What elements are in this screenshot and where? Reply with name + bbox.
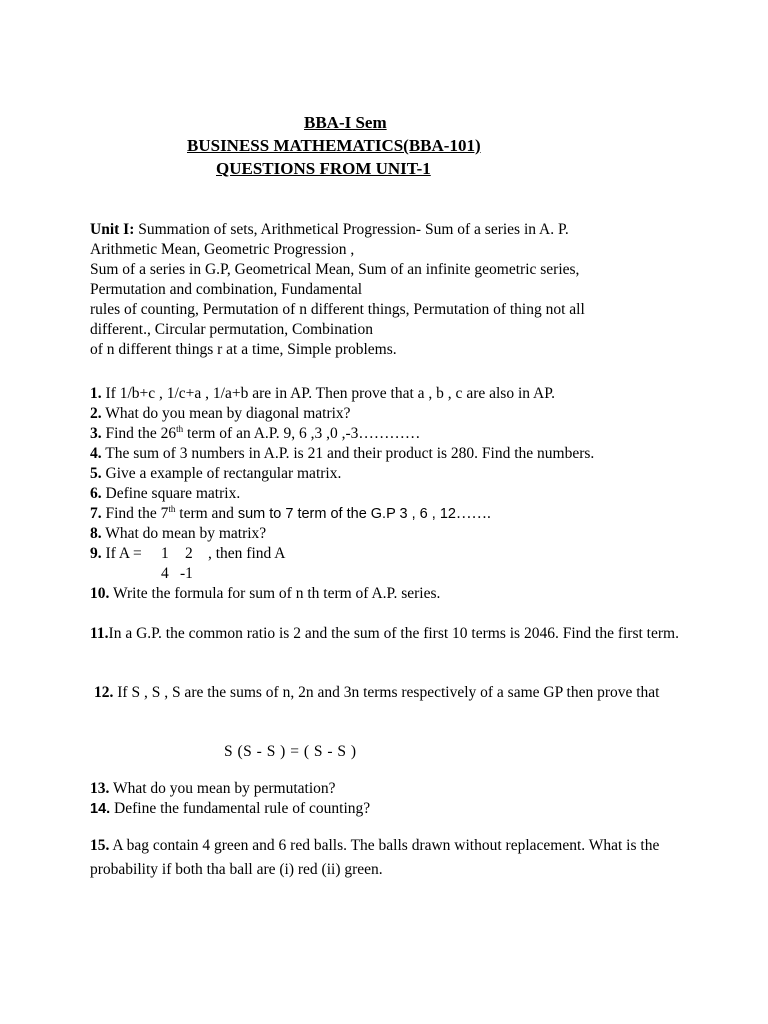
question-text: Find the 26 (101, 425, 177, 442)
question-5 (90, 464, 341, 484)
question-text: Define square matrix. (101, 485, 241, 502)
question-4 (90, 444, 594, 464)
question-number: 11. (90, 625, 109, 642)
question-number: 2. (90, 405, 102, 422)
question-number: 6. (90, 485, 102, 502)
question-number: 3. (90, 425, 102, 442)
question-number: 5. (90, 465, 102, 482)
question-text: If A = (101, 545, 142, 562)
question-text: sum to 7 term of the G.P 3 , 6 , 12 (237, 506, 456, 522)
question-text: term of an A.P. 9, 6 ,3 ,0 ,-3………… (183, 425, 421, 442)
question-11 (90, 622, 690, 646)
question-text: , then find A (208, 545, 286, 562)
question-text: A bag contain 4 green and 6 red balls. The balls drawn without replacement. What is the probability if both tha ball are (i) red (ii) green. (90, 837, 660, 878)
question-1 (90, 384, 555, 404)
question-14 (90, 799, 370, 819)
matrix-entry: 1 (161, 545, 169, 562)
question-2 (90, 404, 351, 424)
question-6 (90, 484, 240, 504)
unit-syllabus-line: different., Circular permutation, Combination (90, 321, 373, 338)
unit-questions-heading: QUESTIONS FROM UNIT-1 (216, 159, 431, 178)
unit-syllabus-line: Arithmetic Mean, Geometric Progression , (90, 241, 355, 258)
question-12 (90, 681, 690, 705)
question-number: 15. (90, 837, 110, 854)
matrix-entry: 2 (185, 545, 193, 562)
question-8 (90, 524, 266, 544)
question-number: 10. (90, 585, 110, 602)
matrix-entry: 4 (161, 565, 169, 582)
question-number: 7. (90, 505, 102, 522)
ordinal-suffix: th (176, 423, 184, 434)
question-text: term and (175, 505, 238, 522)
question-number: 9. (90, 545, 102, 562)
unit-label: Unit I: (90, 221, 135, 238)
question-3 (90, 424, 420, 444)
question-13 (90, 779, 336, 799)
unit-syllabus-line: Permutation and combination, Fundamental (90, 281, 363, 298)
question-text: The sum of 3 numbers in A.P. is 21 and their product is 280. Find the numbers. (101, 445, 595, 462)
question-text: Write the formula for sum of n th term of A.P. series. (109, 585, 441, 602)
question-10 (90, 584, 440, 604)
question-text: What do mean by matrix? (101, 525, 267, 542)
unit-syllabus-line: Sum of a series in G.P, Geometrical Mean, Sum of an infinite geometric series, (90, 261, 580, 278)
question-9 (90, 544, 142, 564)
question-number: 13. (90, 780, 110, 797)
question-text: If 1/b+c , 1/c+a , 1/a+b are in AP. Then prove that a , b , c are also in AP. (101, 385, 555, 402)
matrix-entry: -1 (180, 565, 193, 582)
question-number: 14. (90, 801, 111, 817)
ordinal-suffix: th (168, 503, 176, 514)
formula: S (S - S ) = ( S - S ) (224, 743, 357, 760)
question-text: What do you mean by permutation? (109, 780, 336, 797)
course-title-heading: BUSINESS MATHEMATICS(BBA-101) (187, 136, 481, 155)
question-text: What do you mean by diagonal matrix? (101, 405, 351, 422)
question-number: 4. (90, 445, 102, 462)
question-text: In a G.P. the common ratio is 2 and the sum of the first 10 terms is 2046. Find the first term. (108, 625, 679, 642)
unit-syllabus-line (90, 220, 680, 240)
question-text: ……. (455, 505, 491, 522)
question-text: If S , S , S are the sums of n, 2n and 3n terms respectively of a same GP then prove that (113, 684, 660, 701)
question-number: 12. (94, 684, 114, 701)
question-text: Give a example of rectangular matrix. (101, 465, 342, 482)
unit-syllabus-line: rules of counting, Permutation of n different things, Permutation of thing not all (90, 301, 585, 318)
unit-syllabus (90, 220, 680, 360)
question-number: 8. (90, 525, 102, 542)
question-7 (90, 504, 491, 524)
course-semester-heading: BBA-I Sem (304, 113, 387, 132)
question-text: Define the fundamental rule of counting? (110, 800, 371, 817)
question-text: Find the 7 (101, 505, 169, 522)
unit-syllabus-line: of n different things r at a time, Simple problems. (90, 341, 397, 358)
unit-first-line: Summation of sets, Arithmetical Progression- Sum of a series in A. P. (134, 221, 569, 238)
question-number: 1. (90, 385, 102, 402)
question-15 (90, 834, 690, 882)
